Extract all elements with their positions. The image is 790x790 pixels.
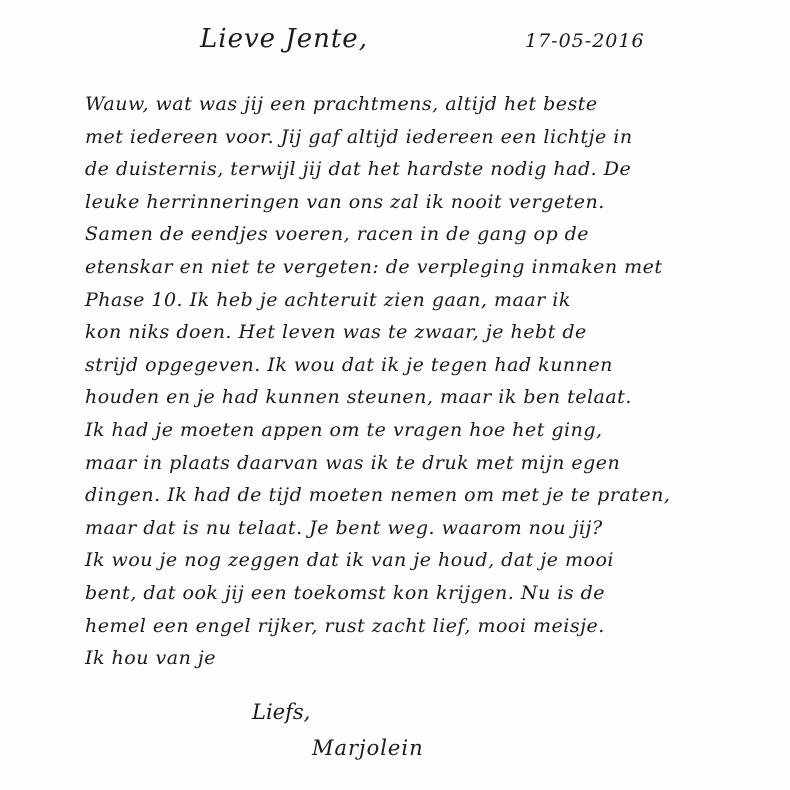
letter-greeting: Lieve Jente, [200, 24, 368, 54]
letter-date: 17-05-2016 [525, 30, 645, 52]
letter-line: met iedereen voor. Jij gaf altijd iedereen een lichtje in [85, 125, 633, 148]
letter-line: bent, dat ook jij een toekomst kon krijgen. Nu is de [85, 581, 606, 604]
letter-line: maar dat is nu telaat. Je bent weg. waarom nou jij? [85, 516, 603, 539]
letter-line: etenskar en niet te vergeten: de verpleging inmaken met [85, 255, 663, 278]
letter-line: maar in plaats daarvan was ik te druk met mijn egen [85, 451, 621, 474]
letter-line: leuke herrinneringen van ons zal ik nooit vergeten. [85, 190, 605, 213]
letter-line: Ik had je moeten appen om te vragen hoe het ging, [85, 418, 603, 441]
letter-body [85, 88, 735, 675]
letter-line: kon niks doen. Het leven was te zwaar, je hebt de [85, 321, 587, 344]
letter-line: de duisternis, terwijl jij dat het hardste nodig had. De [85, 158, 632, 181]
letter-line: Wauw, wat was jij een prachtmens, altijd het beste [85, 93, 598, 115]
letter-line: Samen de eendjes voeren, racen in de gang op de [85, 223, 590, 246]
letter-line: dingen. Ik had de tijd moeten nemen om met je te praten, [85, 484, 671, 507]
letter-line: Ik wou je nog zeggen dat ik van je houd, dat je mooi [85, 549, 614, 572]
letter-closing: Liefs, [252, 700, 311, 724]
letter-line: Ik hou van je [85, 647, 216, 670]
letter-line: hemel een engel rijker, rust zacht lief, mooi meisje. [85, 614, 605, 637]
letter-signature: Marjolein [312, 736, 424, 760]
letter-line: strijd opgegeven. Ik wou dat ik je tegen had kunnen [85, 353, 613, 376]
letter-line: houden en je had kunnen steunen, maar ik ben telaat. [85, 386, 632, 409]
letter-line: Phase 10. Ik heb je achteruit zien gaan, maar ik [85, 288, 571, 311]
